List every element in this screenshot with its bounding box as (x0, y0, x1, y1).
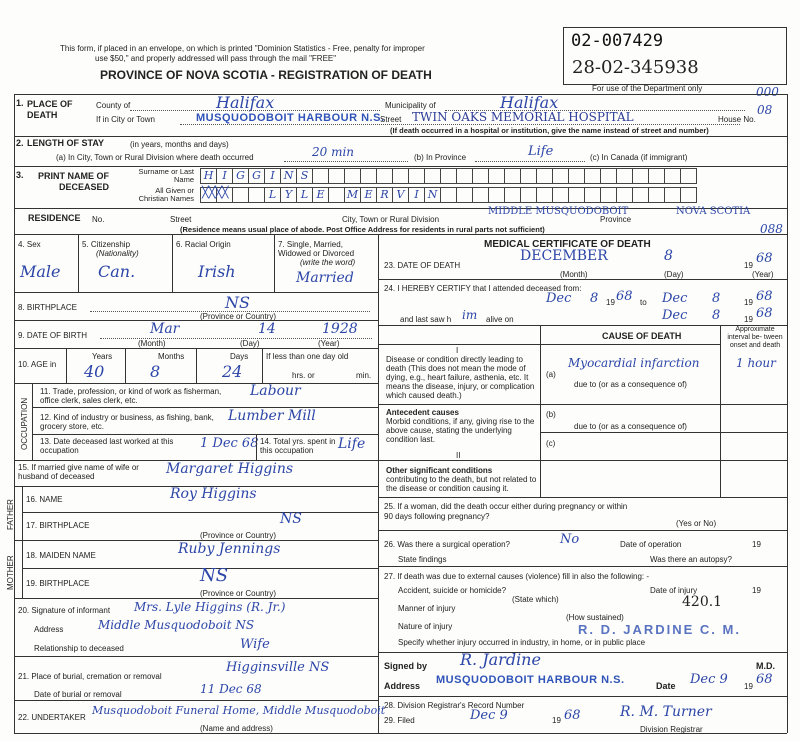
mail-notice-line-1: This form, if placed in an envelope, on which is printed "Dominion Statistics - Free, penalty for improper (60, 44, 425, 53)
rule (540, 325, 541, 497)
surname-letter-box (633, 168, 649, 184)
external-cause-question: 27. If death was due to external causes (violence) fill in also the following: - (384, 572, 650, 581)
registration-number-handwritten: 28-02-345938 (572, 57, 699, 78)
informant-signature: Mrs. Lyle Higgins (R. Jr.) (134, 600, 286, 614)
date-of-death-year: 68 (756, 251, 773, 266)
father-birthplace-label: 17. BIRTHPLACE (26, 521, 90, 530)
surname-letter-box (489, 168, 505, 184)
burial-date-value: 11 Dec 68 (200, 682, 262, 696)
pregnancy-question: 25. If a woman, did the death occur either during pregnancy or within 90 days following pregnancy? (384, 502, 628, 521)
surname-letter-box (409, 168, 425, 184)
given-names-letter-box (569, 187, 585, 203)
attended-from-year: 68 (616, 289, 633, 304)
given-names-letter-box: Y (281, 187, 297, 203)
given-names-letter-box (585, 187, 601, 203)
given-names-letter-box (633, 187, 649, 203)
father-birthplace-sublabel: (Province or Country) (200, 531, 277, 540)
antecedent-label: Antecedent causes (386, 408, 459, 417)
age-infant-note: If less than one day old (266, 352, 349, 361)
total-years-value: Life (338, 436, 366, 452)
given-names-letter-box (537, 187, 553, 203)
rule (172, 234, 173, 292)
interval-label: Approximate interval be- tween onset and death (727, 326, 783, 349)
father-birthplace-value: NS (280, 511, 302, 527)
age-days-value: 24 (222, 362, 243, 381)
residence-code: 088 (760, 222, 783, 236)
birthplace-label: 8. BIRTHPLACE (18, 303, 77, 312)
hours-label: hrs. or (292, 371, 315, 380)
municipality-label: Municipality of (385, 101, 436, 110)
given-names-letter-box: L (297, 187, 313, 203)
surname-letter-box: G (233, 168, 249, 184)
residence-province-value: NOVA SCOTIA (676, 206, 751, 217)
given-names-letter-box (553, 187, 569, 203)
residence-number-label: No. (92, 215, 105, 224)
surname-letter-box (521, 168, 537, 184)
name-label: PRINT NAME OF DECEASED (38, 171, 109, 192)
filed-year-value: 68 (564, 708, 581, 723)
surname-letter-box: H (200, 168, 217, 184)
surname-letter-box (313, 168, 329, 184)
given-names-label: All Given or Christian Names (138, 186, 194, 203)
md-label: M.D. (756, 661, 775, 671)
surname-letter-box (553, 168, 569, 184)
industry-value: Lumber Mill (228, 408, 316, 424)
given-names-struck-text: ╳╳╳╳ (202, 186, 229, 199)
date-of-death-label: 23. DATE OF DEATH (384, 261, 461, 270)
sex-value: Male (20, 262, 61, 281)
sign-year-value: 68 (756, 672, 773, 687)
rule (14, 208, 787, 209)
rule (378, 234, 379, 733)
given-names-letter-box (649, 187, 665, 203)
registrar-signature: R. M. Turner (620, 704, 712, 720)
given-names-letter-box: L (265, 187, 281, 203)
rule (66, 348, 67, 383)
operation-year-prefix: 19 (752, 540, 761, 549)
state-findings-label: State findings (398, 555, 447, 564)
rule (180, 124, 740, 125)
filed-label: 29. Filed (384, 716, 415, 725)
given-names-letter-box (441, 187, 457, 203)
registration-number: 02-007429 (571, 31, 664, 51)
last-worked-label: 13. Date deceased last worked at this occupation (40, 437, 174, 455)
part-1-label: I (456, 346, 459, 355)
occupation-side-label: OCCUPATION (20, 397, 29, 450)
sex-label: 4. Sex (18, 240, 41, 249)
surname-letter-box: S (297, 168, 313, 184)
stay-label: LENGTH OF STAY (27, 138, 105, 148)
rule (32, 434, 378, 435)
given-names-letter-box (329, 187, 345, 203)
rule (378, 344, 720, 345)
city-label: If in City or Town (96, 115, 155, 124)
surname-letter-box (649, 168, 665, 184)
rule (14, 656, 378, 657)
undertaker-label: 22. UNDERTAKER (18, 713, 86, 722)
rule (14, 383, 378, 384)
stay-canada-label: (c) In Canada (if immigrant) (590, 153, 688, 162)
dob-year-label: (Year) (318, 339, 340, 348)
mother-side-label: MOTHER (6, 555, 15, 590)
name-number: 3. (16, 170, 24, 180)
surname-label: Surname or Last Name (138, 167, 194, 184)
mother-name-value: Ruby Jennings (178, 541, 281, 557)
rule (32, 407, 378, 408)
alive-day: 8 (712, 308, 721, 323)
rule (540, 432, 787, 433)
citizenship-sublabel: (Nationality) (96, 249, 139, 258)
birthplace-value: NS (225, 293, 250, 312)
rule (14, 292, 378, 293)
age-years-value: 40 (84, 362, 105, 381)
certify-label: 24. I HEREBY CERTIFY that I attended deceased from: (384, 284, 582, 293)
given-names-letter-box: R (377, 187, 393, 203)
hospital-name: TWIN OAKS MEMORIAL HOSPITAL (412, 110, 634, 124)
handwritten-code: 420.1 (682, 594, 723, 610)
alive-year-prefix: 19 (744, 315, 753, 324)
rule (378, 460, 787, 461)
residence-label: RESIDENCE (28, 213, 81, 223)
how-sustained-sublabel: (How sustained) (566, 613, 624, 622)
surname-letter-box (345, 168, 361, 184)
surname-letter-box (425, 168, 441, 184)
stay-number: 2. (16, 138, 24, 148)
alive-year: 68 (756, 306, 773, 321)
informant-address-label: Address (34, 625, 64, 634)
sign-date-value: Dec 9 (690, 672, 728, 687)
surname-letter-box (441, 168, 457, 184)
cause-a-value: Myocardial infarction (568, 356, 700, 370)
given-names-letter-box: N (425, 187, 441, 203)
physician-signature: R. Jardine (460, 650, 541, 669)
rule (274, 234, 275, 292)
burial-place-label: 21. Place of burial, cremation or removal (18, 672, 162, 681)
alive-on-label: alive on (486, 315, 514, 324)
date-of-death-day: 8 (664, 248, 673, 264)
filed-year-prefix: 19 (552, 716, 561, 725)
given-names-letter-box (665, 187, 681, 203)
residence-city-label: City, Town or Rural Division (342, 215, 440, 224)
filed-date-value: Dec 9 (470, 708, 508, 723)
surname-letter-box: I (217, 168, 233, 184)
attended-from-day: 8 (590, 291, 599, 306)
rule (196, 348, 197, 383)
municipality-value: Halifax (500, 93, 559, 112)
mother-birthplace-label: 19. BIRTHPLACE (26, 579, 90, 588)
surname-letter-box (681, 168, 697, 184)
mail-notice-line-2: use $50," and properly addressed will pass through the mail "FREE" (95, 54, 337, 63)
stay-city-value: 20 min (312, 145, 355, 159)
pregnancy-sublabel: (Yes or No) (676, 519, 717, 528)
physician-name-stamp: R. D. JARDINE C. M. (578, 622, 741, 637)
rule (284, 161, 408, 162)
nature-of-injury-label: Nature of injury (398, 622, 453, 631)
rule (32, 383, 33, 460)
burial-date-label: Date of burial or removal (34, 690, 122, 699)
rule (378, 530, 787, 531)
cause-a-label: (a) (546, 370, 556, 379)
age-years-label: Years (92, 352, 113, 361)
informant-signature-label: 20. Signature of informant (18, 606, 111, 615)
dod-day-sublabel: (Day) (664, 270, 684, 279)
rule (378, 696, 787, 697)
residence-province-label: Province (600, 215, 632, 224)
antecedent-sublabel: Morbid conditions, if any, giving rise to the above cause, stating the underlying condition last. (386, 417, 535, 444)
rule (14, 94, 787, 95)
house-number-label: House No. (718, 115, 756, 124)
cause-a-interval: 1 hour (736, 356, 776, 370)
rule (787, 94, 788, 733)
attended-to-day: 8 (712, 291, 721, 306)
rule (78, 234, 79, 292)
father-name-value: Roy Higgins (170, 486, 257, 502)
direct-cause-label: Disease or condition directly leading to death (This does not mean the mode of dying, e.g., heart failure, asthenia, etc. It means the disease, injury, or complication which caused death.) (386, 355, 535, 400)
surname-letter-box (377, 168, 393, 184)
rule (22, 540, 23, 598)
given-names-letter-box (505, 187, 521, 203)
rule (14, 700, 378, 701)
form-title: PROVINCE OF NOVA SCOTIA - REGISTRATION OF DEATH (100, 68, 432, 82)
rule (378, 404, 787, 405)
marital-status-label: 7. Single, Married, Widowed or Divorced (278, 240, 355, 258)
minutes-label: min. (356, 371, 372, 380)
given-names-letter-boxes (200, 187, 697, 203)
surname-letter-box (617, 168, 633, 184)
cause-b-label: (b) (546, 410, 556, 419)
age-label: 10. AGE in (18, 360, 57, 369)
dob-label: 9. DATE OF BIRTH (18, 331, 88, 340)
given-names-letter-box (489, 187, 505, 203)
stay-sublabel: (in years, months and days) (130, 140, 229, 149)
department-use-label: For use of the Department only (592, 84, 703, 93)
mother-name-label: 18. MAIDEN NAME (26, 551, 96, 560)
dob-day-label: (Day) (240, 339, 260, 348)
given-names-letter-box: M (345, 187, 361, 203)
surname-letter-box (393, 168, 409, 184)
given-names-letter-box (473, 187, 489, 203)
total-years-label: 14. Total yrs. spent in this occupation (260, 437, 336, 455)
rule (720, 325, 721, 497)
injury-place-label: Specify whether injury occurred in industry, in home, or in public place (398, 638, 646, 647)
attended-from-year-prefix: 19 (606, 298, 615, 307)
undertaker-value: Musquodoboit Funeral Home, Middle Musquodoboit (92, 704, 386, 717)
rule (22, 486, 23, 540)
surname-letter-box (601, 168, 617, 184)
stay-province-label: (b) In Province (414, 153, 467, 162)
surname-letter-box (473, 168, 489, 184)
undertaker-sublabel: (Name and address) (200, 724, 273, 733)
operation-value: No (560, 532, 580, 547)
sign-year-prefix: 19 (744, 682, 753, 691)
stay-province-value: Life (528, 144, 554, 159)
other-conditions-label: Other significant conditions (386, 466, 493, 475)
county-value: Halifax (216, 93, 275, 112)
given-names-letter-box: V (393, 187, 409, 203)
rule (256, 434, 257, 460)
hospital-note: (If death occurred in a hospital or institution, give the name instead of street and number) (390, 126, 709, 135)
registrar-label: Division Registrar (640, 725, 703, 734)
residence-note: (Residence means usual place of abode. Post Office Address for residents in rural parts not sufficient) (180, 225, 545, 234)
age-days-label: Days (230, 352, 249, 361)
given-names-letter-box (249, 187, 265, 203)
dob-month: Mar (150, 321, 180, 337)
operation-date-label: Date of operation (620, 540, 682, 549)
given-names-letter-box: E (361, 187, 377, 203)
given-names-letter-box: E (313, 187, 329, 203)
dod-year-sublabel: (Year) (752, 270, 774, 279)
given-names-letter-box (601, 187, 617, 203)
attended-to-year-prefix: 19 (744, 298, 753, 307)
given-names-letter-box (521, 187, 537, 203)
attended-to-year: 68 (756, 289, 773, 304)
mother-birthplace-value: NS (200, 565, 229, 586)
trade-label: 11. Trade, profession, or kind of work as fisherman, office clerk, sales clerk, etc. (40, 387, 222, 405)
rule (475, 161, 585, 162)
trade-value: Labour (250, 383, 301, 399)
marital-status-sublabel: (write the word) (300, 258, 356, 267)
rule (262, 348, 263, 383)
injury-year-prefix: 19 (752, 586, 761, 595)
father-name-label: 16. NAME (26, 495, 63, 504)
physician-address-label: Address (384, 681, 421, 691)
surname-letter-box (569, 168, 585, 184)
dob-year: 1928 (322, 321, 358, 337)
place-stamp: MUSQUODOBOIT HARBOUR N.S. (196, 112, 385, 124)
attended-to-month: Dec (662, 291, 688, 306)
rule (14, 598, 378, 599)
accident-label: Accident, suicide or homicide? (398, 586, 507, 595)
other-conditions-sublabel: contributing to the death, but not related to the disease or condition causing it. (386, 475, 537, 493)
place-of-death-label: PLACE OF DEATH (27, 99, 73, 120)
given-names-letter-box (681, 187, 697, 203)
rule (378, 497, 787, 498)
surname-letter-box (329, 168, 345, 184)
last-saw-label: and last saw h (400, 315, 452, 324)
place-of-death-number: 1. (16, 98, 24, 108)
date-of-death-month: DECEMBER (520, 248, 608, 264)
surname-letter-box: I (265, 168, 281, 184)
given-names-letter-box: I (409, 187, 425, 203)
last-saw-pronoun: im (462, 308, 478, 322)
given-names-letter-box (233, 187, 249, 203)
sign-date-label: Date (656, 681, 676, 691)
physician-address-stamp: MUSQUODOBOIT HARBOUR N.S. (436, 674, 625, 686)
residence-street-label: Street (170, 215, 192, 224)
dob-day: 14 (258, 321, 276, 337)
surname-letter-boxes (200, 168, 697, 184)
medical-certificate-title: MEDICAL CERTIFICATE OF DEATH (484, 239, 651, 250)
street-label: Street (380, 115, 402, 124)
last-worked-value: 1 Dec 68 (200, 436, 259, 451)
cause-c-label: (c) (546, 439, 556, 448)
rule (378, 279, 787, 280)
injury-date-label: Date of injury (650, 586, 698, 595)
mother-birthplace-sublabel: (Province or Country) (200, 589, 277, 598)
informant-address: Middle Musquodoboit NS (98, 618, 255, 632)
rule (378, 566, 787, 567)
surname-letter-box (361, 168, 377, 184)
citizenship-value: Can. (98, 262, 136, 281)
rule (378, 652, 787, 653)
marital-status-value: Married (296, 270, 354, 286)
manner-of-injury-label: Manner of injury (398, 604, 456, 613)
registrar-record-label: 28. Division Registrar's Record Number (384, 701, 525, 710)
given-names-letter-box (617, 187, 633, 203)
attended-to-label: to (640, 298, 647, 307)
department-code-1: 000 (756, 85, 779, 99)
industry-label: 12. Kind of industry or business, as fishing, bank, grocery store, etc. (40, 413, 214, 431)
alive-month: Dec (662, 308, 688, 323)
rule (14, 234, 787, 235)
spouse-label: 15. If married give name of wife or husband of deceased (18, 463, 139, 481)
signed-by-label: Signed by (384, 661, 428, 671)
racial-origin-value: Irish (198, 262, 236, 281)
part-2-label: II (456, 451, 461, 460)
surname-letter-box (665, 168, 681, 184)
rule (14, 166, 787, 167)
rule (22, 512, 378, 513)
date-of-death-year-prefix: 19 (744, 261, 753, 270)
birthplace-sublabel: (Province or Country) (200, 312, 277, 321)
rule (125, 348, 126, 383)
given-names-letter-box (457, 187, 473, 203)
father-side-label: FATHER (6, 499, 15, 530)
spouse-value: Margaret Higgins (166, 461, 294, 477)
due-to-label-a: due to (or as a consequence of) (574, 380, 687, 389)
relationship-value: Wife (240, 637, 270, 652)
surname-letter-box: N (281, 168, 297, 184)
autopsy-label: Was there an autopsy? (650, 555, 732, 564)
surname-letter-box (505, 168, 521, 184)
stay-city-label: (a) In City, Town or Rural Division where death occurred (56, 153, 254, 162)
residence-city-value: MIDDLE MUSQUODOBOIT (488, 206, 629, 217)
dob-month-label: (Month) (138, 339, 166, 348)
age-months-value: 8 (150, 362, 161, 381)
rule (14, 136, 787, 137)
cause-of-death-title: CAUSE OF DEATH (602, 331, 682, 341)
citizenship-label: 5. Citizenship (82, 240, 131, 249)
burial-place-value: Higginsville NS (226, 660, 330, 675)
surname-letter-box (585, 168, 601, 184)
operation-question: 26. Was there a surgical operation? (384, 540, 510, 549)
department-code-2: 08 (757, 103, 773, 117)
attended-from-month: Dec (546, 291, 572, 306)
age-months-label: Months (158, 352, 185, 361)
dod-month-sublabel: (Month) (560, 270, 588, 279)
state-which-sublabel: (State which) (512, 595, 559, 604)
racial-origin-label: 6. Racial Origin (176, 240, 231, 249)
relationship-label: Relationship to deceased (34, 644, 124, 653)
surname-letter-box (537, 168, 553, 184)
surname-letter-box: G (249, 168, 265, 184)
due-to-label-b: due to (or as a consequence of) (574, 422, 687, 431)
rule (14, 94, 15, 733)
county-label: County of (96, 101, 131, 110)
surname-letter-box (457, 168, 473, 184)
